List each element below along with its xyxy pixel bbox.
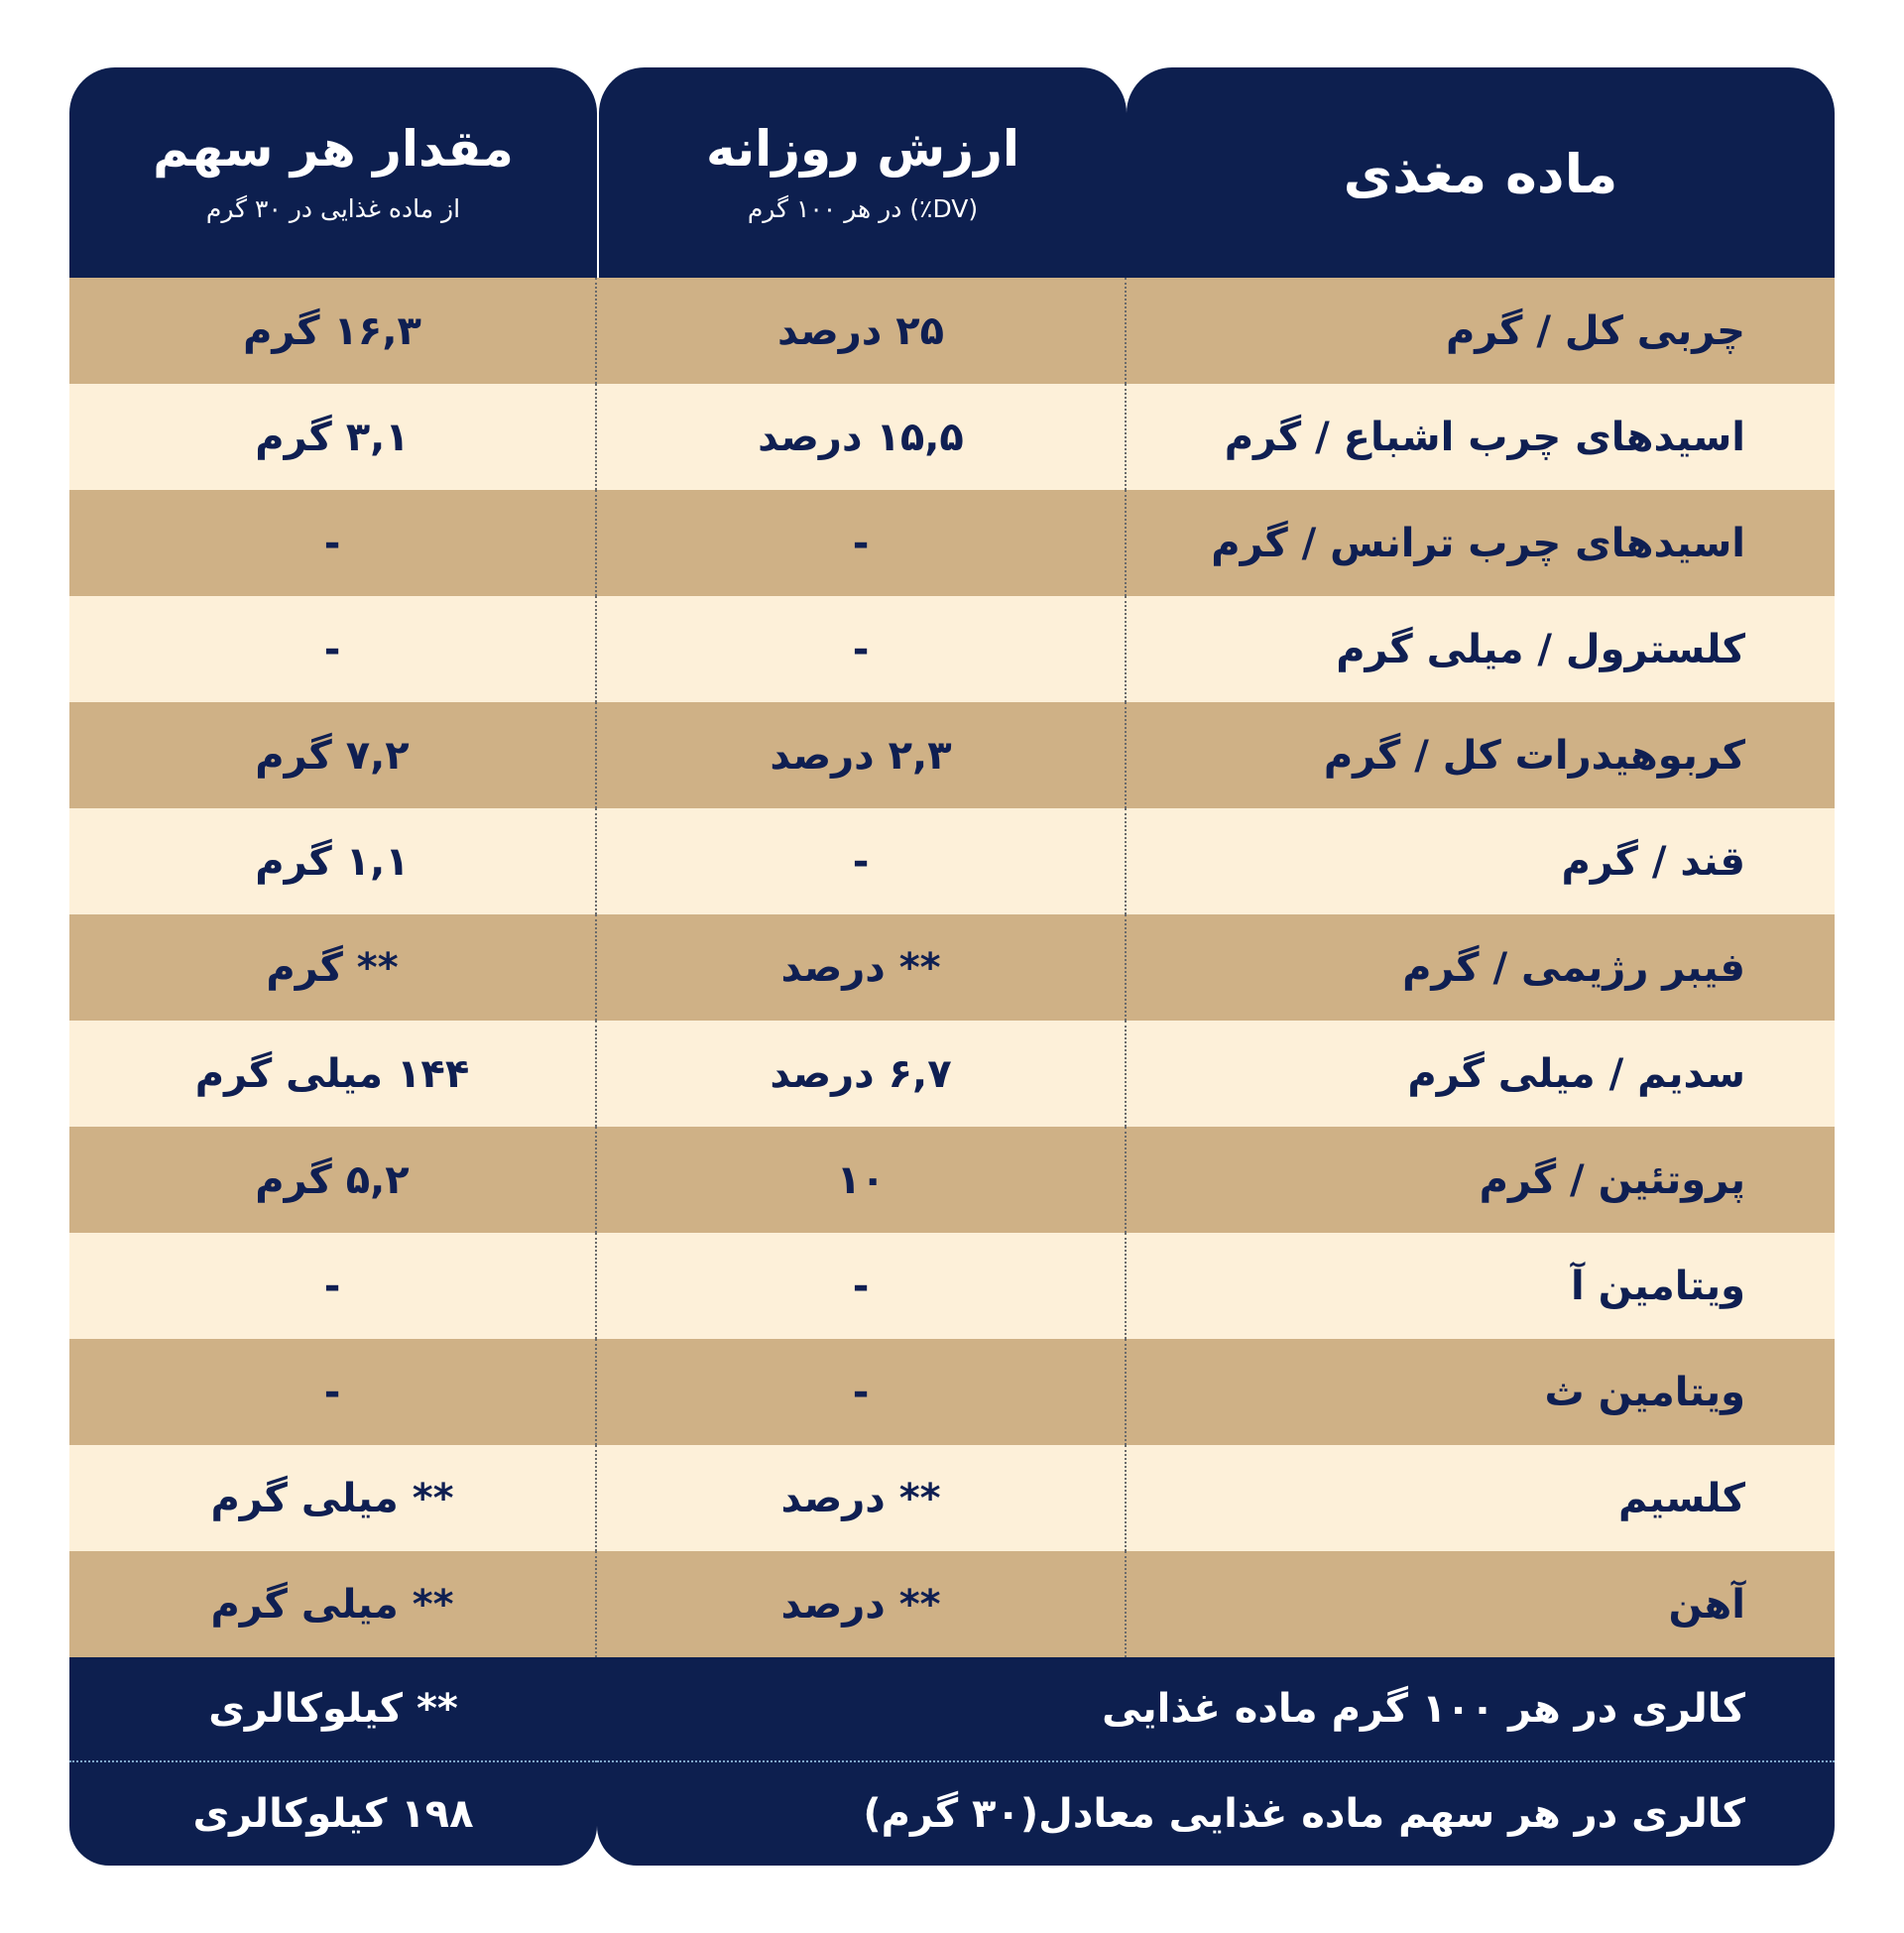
cell-per-serving: ۱,۱ گرم xyxy=(69,808,597,914)
cell-daily-value: ۲۵ درصد xyxy=(597,278,1127,384)
header-daily-value xyxy=(599,67,1127,278)
cell-per-serving: ۷,۲ گرم xyxy=(69,702,597,808)
table-row xyxy=(69,278,1835,384)
cell-per-serving: ** گرم xyxy=(69,914,597,1021)
calories-serving-label: کالری در هر سهم ماده غذایی معادل(۳۰ گرم) xyxy=(863,1791,1745,1837)
cell-nutrient: قند / گرم xyxy=(1561,838,1745,885)
calories-100g-value: ** کیلوکالری xyxy=(208,1686,458,1732)
header-nutrient xyxy=(1127,67,1835,278)
cell-per-serving: - xyxy=(69,490,597,596)
cell-per-serving: - xyxy=(69,1339,597,1445)
cell-daily-value: ۱۰ xyxy=(597,1127,1127,1233)
cell-daily-value: ** درصد xyxy=(597,914,1127,1021)
cell-per-serving: - xyxy=(69,596,597,702)
cell-per-serving: ** میلی گرم xyxy=(69,1551,597,1657)
calories-serving-value: ۱۹۸ کیلوکالری xyxy=(192,1791,474,1837)
table-row xyxy=(69,384,1835,490)
table-row xyxy=(69,596,1835,702)
cell-daily-value: - xyxy=(597,490,1127,596)
cell-daily-value: ۱۵,۵ درصد xyxy=(597,384,1127,490)
table-header xyxy=(69,67,1835,278)
cell-daily-value: ۶,۷ درصد xyxy=(597,1021,1127,1127)
table-row xyxy=(69,1127,1835,1233)
cell-daily-value: - xyxy=(597,808,1127,914)
cell-nutrient: کلسترول / میلی گرم xyxy=(1336,626,1745,672)
cell-nutrient: ویتامین آ xyxy=(1571,1263,1745,1309)
table-row xyxy=(69,1445,1835,1551)
footer-labels-panel xyxy=(597,1657,1835,1866)
cell-per-serving: - xyxy=(69,1233,597,1339)
cell-per-serving: ** میلی گرم xyxy=(69,1445,597,1551)
table-row xyxy=(69,914,1835,1021)
calories-100g-label: کالری در هر ۱۰۰ گرم ماده غذایی xyxy=(1102,1686,1745,1732)
table-row xyxy=(69,1021,1835,1127)
cell-nutrient: اسیدهای چرب اشباع / گرم xyxy=(1224,414,1745,460)
cell-nutrient: آهن xyxy=(1668,1581,1745,1628)
cell-daily-value: - xyxy=(597,1339,1127,1445)
daily-value-subtitle: (DV٪) در هر ۱۰۰ گرم xyxy=(747,194,979,223)
daily-value-title: ارزش روزانه xyxy=(706,120,1019,178)
per-serving-subtitle: از ماده غذایی در ۳۰ گرم xyxy=(205,194,461,223)
table-row xyxy=(69,702,1835,808)
nutrient-title: ماده مغذی xyxy=(1343,143,1618,205)
table-footer xyxy=(69,1657,1835,1866)
footer-values-panel xyxy=(69,1657,597,1866)
cell-per-serving: ۱۶,۳ گرم xyxy=(69,278,597,384)
table-body xyxy=(69,278,1835,1657)
table-row xyxy=(69,1233,1835,1339)
cell-per-serving: ۳,۱ گرم xyxy=(69,384,597,490)
cell-nutrient: ویتامین ث xyxy=(1544,1369,1745,1415)
header-per-serving xyxy=(69,67,597,278)
cell-nutrient: کربوهیدرات کل / گرم xyxy=(1323,732,1745,779)
cell-per-serving: ۵,۲ گرم xyxy=(69,1127,597,1233)
cell-nutrient: چربی کل / گرم xyxy=(1445,307,1745,354)
table-row xyxy=(69,808,1835,914)
cell-daily-value: ** درصد xyxy=(597,1445,1127,1551)
cell-daily-value: - xyxy=(597,1233,1127,1339)
cell-nutrient: فیبر رژیمی / گرم xyxy=(1402,944,1745,991)
cell-nutrient: پروتئین / گرم xyxy=(1479,1156,1745,1203)
cell-per-serving: ۱۴۴ میلی گرم xyxy=(69,1021,597,1127)
table-row xyxy=(69,1339,1835,1445)
per-serving-title: مقدار هر سهم xyxy=(153,120,514,178)
table-row xyxy=(69,490,1835,596)
table-row xyxy=(69,1551,1835,1657)
cell-daily-value: ۲,۳ درصد xyxy=(597,702,1127,808)
cell-daily-value: ** درصد xyxy=(597,1551,1127,1657)
cell-nutrient: سدیم / میلی گرم xyxy=(1407,1050,1745,1097)
cell-nutrient: کلسیم xyxy=(1618,1475,1745,1521)
cell-daily-value: - xyxy=(597,596,1127,702)
nutrition-table xyxy=(69,67,1835,1866)
cell-nutrient: اسیدهای چرب ترانس / گرم xyxy=(1211,520,1745,566)
